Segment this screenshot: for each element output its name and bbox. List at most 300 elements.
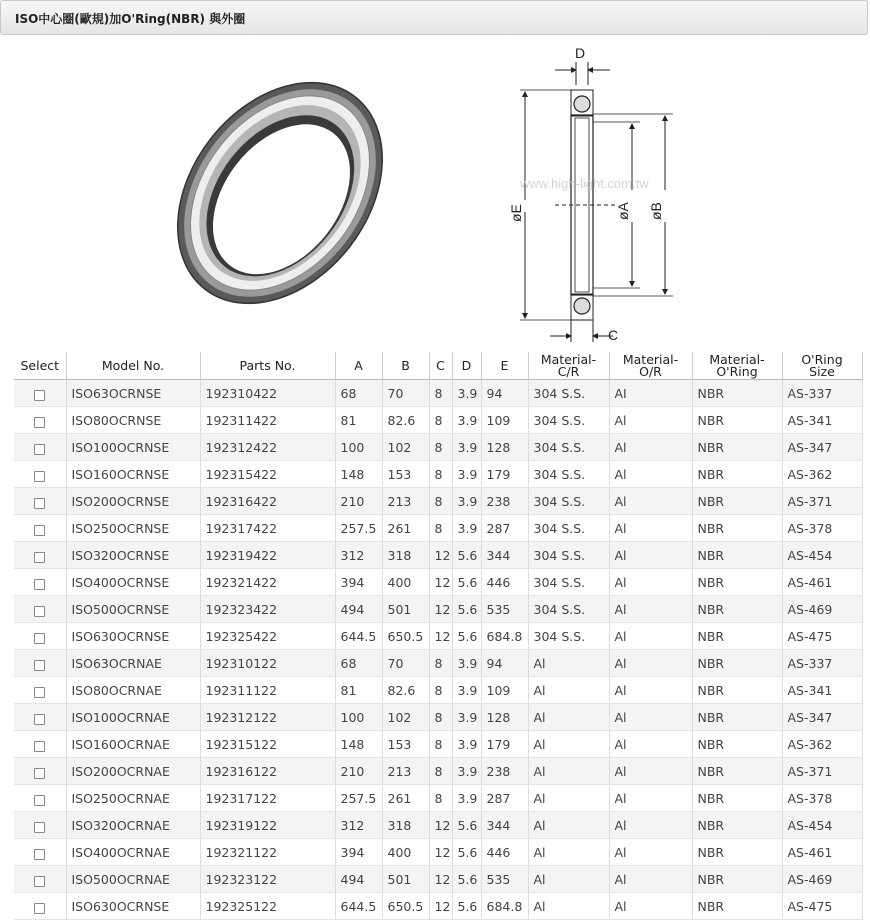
- table-cell: Al: [528, 812, 609, 839]
- table-cell: Al: [609, 812, 692, 839]
- table-cell: ISO400OCRNSE: [66, 569, 200, 596]
- table-cell: 192311422: [200, 407, 335, 434]
- table-cell: ISO80OCRNAE: [66, 677, 200, 704]
- table-cell: 8: [429, 677, 452, 704]
- table-row: [14, 812, 862, 839]
- table-cell: 102: [382, 434, 429, 461]
- table-cell: 304 S.S.: [528, 596, 609, 623]
- table-cell: 261: [382, 515, 429, 542]
- label-d: D: [575, 45, 586, 61]
- table-cell: 12: [429, 812, 452, 839]
- table-cell: Al: [609, 866, 692, 893]
- table-cell: 81: [335, 677, 382, 704]
- table-row: [14, 758, 862, 785]
- table-cell: 192317422: [200, 515, 335, 542]
- table-cell: 70: [382, 380, 429, 407]
- table-cell: ISO100OCRNAE: [66, 704, 200, 731]
- row-select-checkbox[interactable]: [34, 417, 45, 428]
- table-cell: NBR: [692, 812, 782, 839]
- table-row: [14, 893, 862, 920]
- table-cell: 68: [335, 650, 382, 677]
- table-cell: Al: [609, 731, 692, 758]
- table-cell: Al: [609, 893, 692, 920]
- select-cell: [14, 488, 66, 515]
- table-cell: 3.9: [452, 785, 481, 812]
- table-cell: 304 S.S.: [528, 380, 609, 407]
- table-row: [14, 704, 862, 731]
- table-cell: 8: [429, 758, 452, 785]
- table-cell: AS-454: [782, 812, 862, 839]
- table-cell: AS-475: [782, 893, 862, 920]
- table-cell: NBR: [692, 380, 782, 407]
- table-cell: 650.5: [382, 623, 429, 650]
- table-row: [14, 596, 862, 623]
- row-select-checkbox[interactable]: [34, 390, 45, 401]
- table-cell: NBR: [692, 569, 782, 596]
- table-cell: 153: [382, 461, 429, 488]
- table-cell: 8: [429, 650, 452, 677]
- table-cell: Al: [528, 704, 609, 731]
- table-cell: 446: [481, 839, 528, 866]
- table-cell: 535: [481, 866, 528, 893]
- column-header: Model No.: [66, 352, 200, 380]
- select-cell: [14, 434, 66, 461]
- table-cell: Al: [609, 515, 692, 542]
- table-cell: 304 S.S.: [528, 623, 609, 650]
- table-cell: AS-378: [782, 785, 862, 812]
- table-cell: 238: [481, 758, 528, 785]
- table-cell: 192316422: [200, 488, 335, 515]
- table-cell: 3.9: [452, 677, 481, 704]
- table-cell: 5.6: [452, 812, 481, 839]
- select-cell: [14, 461, 66, 488]
- table-cell: 3.9: [452, 704, 481, 731]
- table-cell: 3.9: [452, 731, 481, 758]
- row-select-checkbox[interactable]: [34, 876, 45, 887]
- label-a: øA: [615, 202, 631, 220]
- table-cell: NBR: [692, 650, 782, 677]
- table-cell: 8: [429, 407, 452, 434]
- table-cell: 12: [429, 893, 452, 920]
- table-cell: 192323422: [200, 596, 335, 623]
- table-cell: 3.9: [452, 515, 481, 542]
- table-cell: 82.6: [382, 407, 429, 434]
- table-cell: 192312122: [200, 704, 335, 731]
- column-header: A: [335, 352, 382, 380]
- table-cell: 8: [429, 461, 452, 488]
- table-cell: AS-347: [782, 704, 862, 731]
- table-cell: Al: [609, 704, 692, 731]
- row-select-checkbox[interactable]: [34, 525, 45, 536]
- table-cell: ISO160OCRNSE: [66, 461, 200, 488]
- table-cell: ISO500OCRNSE: [66, 596, 200, 623]
- table-cell: 257.5: [335, 785, 382, 812]
- table-cell: 5.6: [452, 839, 481, 866]
- row-select-checkbox[interactable]: [34, 660, 45, 671]
- table-cell: AI: [609, 380, 692, 407]
- table-cell: AS-461: [782, 839, 862, 866]
- table-row: [14, 677, 862, 704]
- row-select-checkbox[interactable]: [34, 903, 45, 914]
- table-cell: 304 S.S.: [528, 569, 609, 596]
- table-cell: 5.6: [452, 866, 481, 893]
- select-cell: [14, 542, 66, 569]
- table-cell: NBR: [692, 893, 782, 920]
- table-cell: 94: [481, 650, 528, 677]
- label-c: C: [608, 327, 619, 343]
- row-select-checkbox[interactable]: [34, 606, 45, 617]
- table-cell: NBR: [692, 785, 782, 812]
- table-cell: ISO500OCRNAE: [66, 866, 200, 893]
- table-cell: 400: [382, 569, 429, 596]
- table-cell: 210: [335, 758, 382, 785]
- table-cell: NBR: [692, 731, 782, 758]
- select-cell: [14, 569, 66, 596]
- table-row: [14, 731, 862, 758]
- table-row: [14, 623, 862, 650]
- table-cell: 304 S.S.: [528, 434, 609, 461]
- table-row: [14, 569, 862, 596]
- table-cell: 192315422: [200, 461, 335, 488]
- select-cell: [14, 380, 66, 407]
- row-select-checkbox[interactable]: [34, 768, 45, 779]
- table-row: [14, 542, 862, 569]
- column-header: C: [429, 352, 452, 380]
- select-cell: [14, 893, 66, 920]
- table-cell: Al: [528, 677, 609, 704]
- table-cell: 238: [481, 488, 528, 515]
- table-cell: ISO80OCRNSE: [66, 407, 200, 434]
- row-select-checkbox[interactable]: [34, 498, 45, 509]
- table-cell: Al: [528, 866, 609, 893]
- row-select-checkbox[interactable]: [34, 741, 45, 752]
- table-cell: 446: [481, 569, 528, 596]
- table-cell: Al: [528, 758, 609, 785]
- row-select-checkbox[interactable]: [34, 579, 45, 590]
- select-cell: [14, 677, 66, 704]
- table-cell: AS-347: [782, 434, 862, 461]
- label-b: øB: [648, 202, 664, 220]
- table-cell: 68: [335, 380, 382, 407]
- table-cell: 5.6: [452, 623, 481, 650]
- table-cell: 3.9: [452, 434, 481, 461]
- row-select-checkbox[interactable]: [34, 822, 45, 833]
- table-cell: 304 S.S.: [528, 461, 609, 488]
- table-cell: Al: [609, 839, 692, 866]
- table-cell: 394: [335, 839, 382, 866]
- table-cell: 650.5: [382, 893, 429, 920]
- table-cell: NBR: [692, 758, 782, 785]
- table-row: [14, 515, 862, 542]
- table-cell: 287: [481, 785, 528, 812]
- row-select-checkbox[interactable]: [34, 552, 45, 563]
- table-cell: 304 S.S.: [528, 515, 609, 542]
- table-cell: 12: [429, 596, 452, 623]
- table-cell: 261: [382, 785, 429, 812]
- table-cell: ISO400OCRNAE: [66, 839, 200, 866]
- table-cell: AS-341: [782, 407, 862, 434]
- table-cell: AS-461: [782, 569, 862, 596]
- table-cell: ISO320OCRNSE: [66, 542, 200, 569]
- table-cell: 192316122: [200, 758, 335, 785]
- row-select-checkbox[interactable]: [34, 633, 45, 644]
- table-cell: Al: [609, 677, 692, 704]
- table-cell: 12: [429, 839, 452, 866]
- select-cell: [14, 596, 66, 623]
- column-header: D: [452, 352, 481, 380]
- column-header: E: [481, 352, 528, 380]
- table-cell: 70: [382, 650, 429, 677]
- table-cell: 192319122: [200, 812, 335, 839]
- table-cell: 5.6: [452, 596, 481, 623]
- table-cell: Al: [528, 785, 609, 812]
- table-cell: 192317122: [200, 785, 335, 812]
- table-header-row: [14, 352, 862, 380]
- table-cell: 684.8: [481, 893, 528, 920]
- table-cell: AS-337: [782, 650, 862, 677]
- table-cell: 192325122: [200, 893, 335, 920]
- table-row: [14, 839, 862, 866]
- select-cell: [14, 623, 66, 650]
- table-cell: 304 S.S.: [528, 488, 609, 515]
- table-cell: 3.9: [452, 461, 481, 488]
- table-cell: 287: [481, 515, 528, 542]
- table-cell: 535: [481, 596, 528, 623]
- table-cell: 109: [481, 677, 528, 704]
- table-cell: 128: [481, 434, 528, 461]
- table-cell: 12: [429, 866, 452, 893]
- table-cell: 3.9: [452, 488, 481, 515]
- table-cell: 8: [429, 434, 452, 461]
- table-cell: 5.6: [452, 542, 481, 569]
- row-select-checkbox[interactable]: [34, 795, 45, 806]
- table-cell: ISO250OCRNAE: [66, 785, 200, 812]
- table-cell: AS-337: [782, 380, 862, 407]
- select-cell: [14, 704, 66, 731]
- table-cell: 12: [429, 623, 452, 650]
- table-cell: Al: [609, 542, 692, 569]
- table-cell: NBR: [692, 704, 782, 731]
- table-cell: Al: [609, 785, 692, 812]
- table-cell: 312: [335, 542, 382, 569]
- table-cell: 344: [481, 812, 528, 839]
- select-cell: [14, 785, 66, 812]
- table-cell: 192312422: [200, 434, 335, 461]
- table-cell: 213: [382, 758, 429, 785]
- table-cell: ISO63OCRNAE: [66, 650, 200, 677]
- table-row: [14, 434, 862, 461]
- select-cell: [14, 839, 66, 866]
- table-row: [14, 650, 862, 677]
- table-cell: NBR: [692, 839, 782, 866]
- table-cell: NBR: [692, 407, 782, 434]
- table-cell: 109: [481, 407, 528, 434]
- table-cell: 8: [429, 704, 452, 731]
- watermark-text: www.high-light.com.tw: [520, 176, 649, 191]
- table-cell: 192323122: [200, 866, 335, 893]
- table-cell: NBR: [692, 596, 782, 623]
- column-header: Material- C/R: [528, 352, 609, 380]
- table-cell: 494: [335, 866, 382, 893]
- table-cell: Al: [528, 839, 609, 866]
- table-cell: 102: [382, 704, 429, 731]
- row-select-checkbox[interactable]: [34, 471, 45, 482]
- table-cell: 128: [481, 704, 528, 731]
- table-cell: AS-378: [782, 515, 862, 542]
- table-cell: ISO630OCRNSE: [66, 893, 200, 920]
- select-cell: [14, 650, 66, 677]
- table-cell: 3.9: [452, 650, 481, 677]
- table-cell: 94: [481, 380, 528, 407]
- table-cell: AS-469: [782, 866, 862, 893]
- column-header: B: [382, 352, 429, 380]
- table-cell: AS-454: [782, 542, 862, 569]
- table-cell: Al: [609, 650, 692, 677]
- table-cell: 8: [429, 731, 452, 758]
- table-cell: Al: [528, 893, 609, 920]
- table-cell: 192310422: [200, 380, 335, 407]
- row-select-checkbox[interactable]: [34, 714, 45, 725]
- table-cell: 5.6: [452, 893, 481, 920]
- table-cell: 192321422: [200, 569, 335, 596]
- table-cell: NBR: [692, 488, 782, 515]
- row-select-checkbox[interactable]: [34, 687, 45, 698]
- table-cell: 82.6: [382, 677, 429, 704]
- table-cell: 644.5: [335, 893, 382, 920]
- table-cell: 148: [335, 461, 382, 488]
- table-cell: 100: [335, 704, 382, 731]
- table-cell: ISO63OCRNSE: [66, 380, 200, 407]
- table-cell: 3.9: [452, 758, 481, 785]
- table-cell: AS-475: [782, 623, 862, 650]
- table-cell: 12: [429, 542, 452, 569]
- column-header: Select: [14, 352, 66, 380]
- table-cell: 257.5: [335, 515, 382, 542]
- column-header: O'Ring Size: [782, 352, 862, 380]
- row-select-checkbox[interactable]: [34, 444, 45, 455]
- dimension-diagram: [495, 40, 705, 350]
- table-cell: 3.9: [452, 380, 481, 407]
- table-cell: Al: [609, 488, 692, 515]
- table-cell: ISO160OCRNAE: [66, 731, 200, 758]
- product-ring-image: [150, 45, 420, 340]
- table-cell: 12: [429, 569, 452, 596]
- table-cell: 304 S.S.: [528, 407, 609, 434]
- table-cell: 312: [335, 812, 382, 839]
- column-header: Material- O'Ring: [692, 352, 782, 380]
- table-cell: AS-362: [782, 461, 862, 488]
- table-cell: AS-362: [782, 731, 862, 758]
- title-bar: [0, 0, 868, 35]
- table-cell: 8: [429, 785, 452, 812]
- table-cell: 3.9: [452, 407, 481, 434]
- table-cell: 81: [335, 407, 382, 434]
- column-header: Material- O/R: [609, 352, 692, 380]
- table-cell: NBR: [692, 866, 782, 893]
- table-cell: Al: [609, 434, 692, 461]
- table-cell: 179: [481, 731, 528, 758]
- table-cell: 304 S.S.: [528, 542, 609, 569]
- table-cell: AS-371: [782, 488, 862, 515]
- table-cell: ISO630OCRNSE: [66, 623, 200, 650]
- table-cell: Al: [609, 758, 692, 785]
- row-select-checkbox[interactable]: [34, 849, 45, 860]
- column-header: Parts No.: [200, 352, 335, 380]
- table-cell: ISO200OCRNAE: [66, 758, 200, 785]
- select-cell: [14, 866, 66, 893]
- select-cell: [14, 515, 66, 542]
- table-cell: 344: [481, 542, 528, 569]
- table-cell: 100: [335, 434, 382, 461]
- table-cell: Al: [528, 731, 609, 758]
- table-cell: 210: [335, 488, 382, 515]
- table-cell: AS-469: [782, 596, 862, 623]
- table-cell: NBR: [692, 515, 782, 542]
- table-cell: 400: [382, 839, 429, 866]
- table-cell: 684.8: [481, 623, 528, 650]
- table-cell: 318: [382, 812, 429, 839]
- table-cell: NBR: [692, 434, 782, 461]
- table-cell: 192325422: [200, 623, 335, 650]
- table-cell: NBR: [692, 677, 782, 704]
- table-cell: 5.6: [452, 569, 481, 596]
- table-cell: Al: [609, 461, 692, 488]
- table-cell: Al: [609, 596, 692, 623]
- table-cell: 192315122: [200, 731, 335, 758]
- select-cell: [14, 758, 66, 785]
- label-e: øE: [508, 204, 524, 222]
- select-cell: [14, 812, 66, 839]
- table-cell: 494: [335, 596, 382, 623]
- table-cell: ISO320OCRNAE: [66, 812, 200, 839]
- table-row: [14, 785, 862, 812]
- table-cell: 8: [429, 380, 452, 407]
- spec-table: [14, 352, 863, 920]
- select-cell: [14, 407, 66, 434]
- table-row: [14, 461, 862, 488]
- table-row: [14, 488, 862, 515]
- table-cell: Al: [528, 650, 609, 677]
- table-cell: 153: [382, 731, 429, 758]
- table-cell: ISO100OCRNSE: [66, 434, 200, 461]
- table-cell: ISO250OCRNSE: [66, 515, 200, 542]
- table-cell: 192311122: [200, 677, 335, 704]
- table-row: [14, 380, 862, 407]
- table-cell: 192321122: [200, 839, 335, 866]
- table-cell: Al: [609, 407, 692, 434]
- table-cell: 318: [382, 542, 429, 569]
- table-cell: NBR: [692, 461, 782, 488]
- table-cell: 179: [481, 461, 528, 488]
- page-title: ISO中心圈(歐規)加O'Ring(NBR) 與外圈: [15, 12, 246, 26]
- table-cell: Al: [609, 569, 692, 596]
- table-cell: NBR: [692, 542, 782, 569]
- table-cell: AS-371: [782, 758, 862, 785]
- table-cell: 394: [335, 569, 382, 596]
- table-cell: 8: [429, 515, 452, 542]
- table-cell: AS-341: [782, 677, 862, 704]
- table-cell: 8: [429, 488, 452, 515]
- table-cell: 192319422: [200, 542, 335, 569]
- select-cell: [14, 731, 66, 758]
- table-cell: 644.5: [335, 623, 382, 650]
- table-cell: 501: [382, 866, 429, 893]
- table-cell: Al: [609, 623, 692, 650]
- table-cell: NBR: [692, 623, 782, 650]
- table-cell: 213: [382, 488, 429, 515]
- table-cell: 148: [335, 731, 382, 758]
- table-cell: 501: [382, 596, 429, 623]
